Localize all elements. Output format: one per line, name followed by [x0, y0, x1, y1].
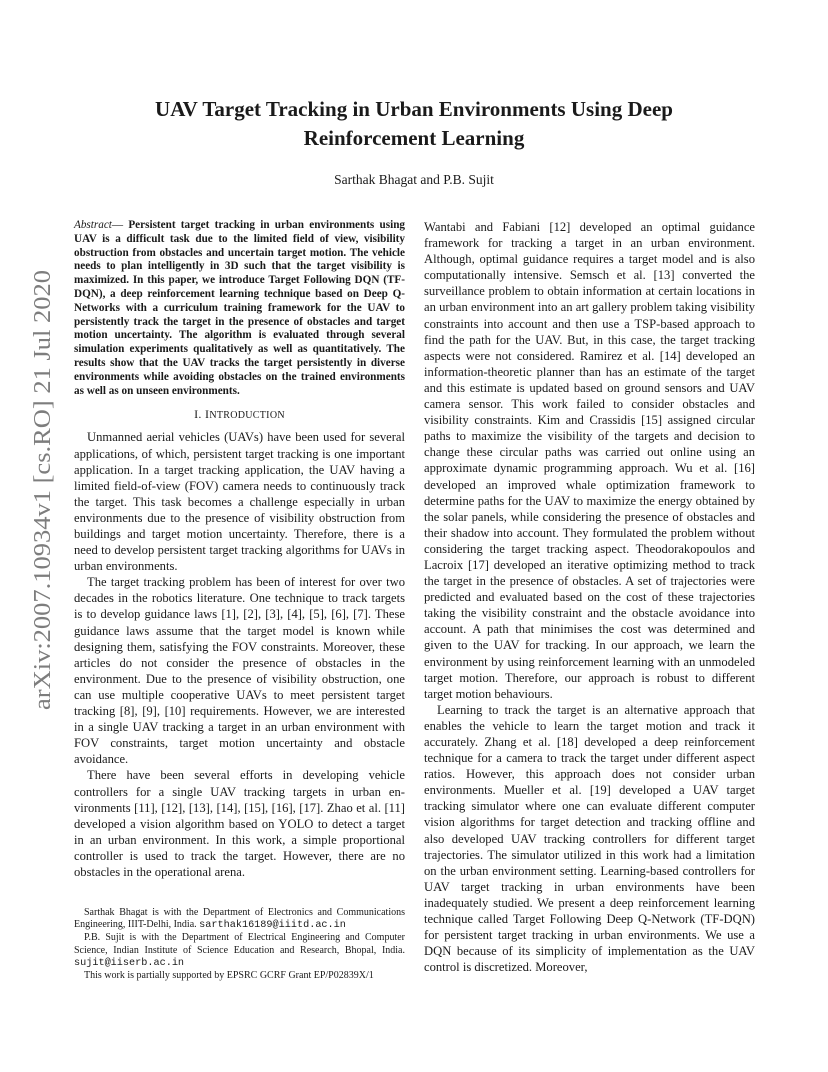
- body-paragraph: Unmanned aerial vehicles (UAVs) have been used for several applications, of which, persistent target tracking is one important application. In a target tracking application, the UAV having a limited field-of-view (FOV) camera needs to continuously track the target. This task becomes a challenge especially in urban environments due to the presence of visibility obstruction from buildings and target motion uncertainty. Therefore, there is a need to develop persistent target tracking algorithms for UAVs in urban environments.: [74, 430, 405, 574]
- section-title-initial: I: [205, 407, 210, 422]
- body-paragraph: There have been several efforts in developing vehicle controllers for a single UAV tracking targets in urban environments [11], [12], [13], [14], [15], [16], [17]. Zhao et al. [11] developed a vision algorithm based on YOLO to detect a target in an urban environment. In this work, a simple proportional controller is used to track the target. However, there are no obstacles in the operational arena.: [74, 768, 405, 879]
- abstract: [74, 219, 405, 398]
- footnote-2-text: P.B. Sujit is with the Department of Electrical Engineering and Computer Science, Indian Institute of Science Education and Research, Bhopal, India.: [74, 932, 405, 956]
- section-heading: [74, 406, 405, 424]
- body-paragraph: Wantabi and Fabiani [12] developed an optimal guidance framework for tracking a target in an urban environment. Although, optimal guidance requires a target model and is also computationally intensive. Semsch et al. [13] converted the surveillance problem to obtain information at certain locations in an urban environment into an art gallery problem taking visibility constraints into account and then use a TSP-based approach to find the path for the UAV. But, in this case, the target tracking aspects were not considered. Ramirez et al. [14] developed an information-theoretic planner than has an estimate of the target and this estimate is updated based on ground sensors and UAV camera sensor. This work failed to consider obstacles and visibility constraints. Kim and Crassidis [15] assigned circular paths to maximize the visibility of the targets and decision to change these circular paths was carried out online using an approximate dynamic programming approach. Wu et al. [16] developed an improved whale optimization framework to determine paths for the UAV to maximize the energy obtained by the solar panels, while considering the presence of obstacles and their shadow into account. They formulated the problem without considering the target tracking aspect. Theodorakopoulos and Lacroix [17] developed an iterative optimizing method to track the target in the presence of obstacles. A set of trajectories were predicted and evaluated based on the cost of these trajectories taking the visibility constraint and the obstacle avoidance into account. A path that minimises the cost was determined and given to the UAV for tracking. In our approach, we learn the environment by using reinforcement learning with an unmodeled target motion. Therefore, our approach is robust to different target motion behaviours.: [424, 220, 755, 701]
- footnote-author-2: [74, 932, 405, 970]
- footnote-1-email: sarthak16189@iiitd.ac.in: [199, 920, 346, 932]
- abstract-text: Persistent target tracking in urban environments using UAV is a difficult task due to the limited field of view, visibility obstruction from obstacles and uncertain target motion. The vehicle needs to plan intelligently in 3D such that the target visibility is maximized. In this paper, we introduce Target Following DQN (TF-DQN), a deep reinforcement learning technique based on Deep Q-Networks with a curriculum training framework for the UAV to persistently track the target in the presence of obstacles and target motion uncertainty. The algorithm is evaluated through several simulation experiments qualitatively as well as quantitatively. The results show that the UAV tracks the target persistently in diverse environments while avoiding obstacles on the trained environments as well as on unseen environments.: [74, 219, 406, 397]
- body-paragraph: The target tracking problem has been of interest for over two decades in the robotics literature. One technique to track targets is to develop guidance laws [1], [2], [3], [4], [5], [6], [7]. These guidance laws assume that the target model is known while designing them, satisfying the FOV constraints. Moreover, these articles do not consider the presence of obstacles in the environment. Due to the presence of visibility obstruction, one can use multiple cooperative UAVs to meet persistent target tracking [8], [9], [10] requirements. However, we are interested in a single UAV tracking a target in an urban environment with FOV constraints, target motion uncertainty and obstacle avoidance.: [74, 575, 405, 767]
- arxiv-identifier-text: arXiv:2007.10934v1 [cs.RO] 21 Jul 2020: [30, 311, 56, 710]
- footnotes: [74, 907, 405, 982]
- left-column: [74, 219, 405, 880]
- arxiv-identifier: [10, 270, 62, 710]
- section-title-rest: NTRODUCTION: [209, 410, 285, 422]
- paper-title: UAV Target Tracking in Urban Environments Using Deep Reinforcement Learning: [155, 97, 673, 150]
- body-paragraph: Learning to track the target is an alternative approach that enables the vehicle to learn the target motion and track it accurately. Zhang et al. [18] developed a deep reinforcement technique for a camera to track the target under different aspect ratios. However, this approach does not consider urban environments. Mueller et al. [19] developed a UAV target tracking simulator where one can evaluate different computer vision algorithms for target detection and tracking offline and also developed UAV tracking controllers for different target trajectories. The simulator utilized in this work had a limitation on the urban environment setting. Learning-based controllers for UAV target tracking in urban environments have been inadequately studied. We present a deep reinforcement learning technique called Target Following Deep Q-Network (TF-DQN) for persistent target tracking in urban environments. We use a DQN because of its simplicity of implementation as the UAV control is discretized. Moreover,: [424, 702, 755, 975]
- footnote-funding: This work is partially supported by EPSRC GCRF Grant EP/P02839X/1: [84, 970, 374, 982]
- section-number: I.: [194, 407, 202, 422]
- author-line: Sarthak Bhagat and P.B. Sujit: [334, 172, 494, 187]
- footnote-2-email: sujit@iiserb.ac.in: [74, 957, 185, 969]
- abstract-label: Abstract: [74, 219, 112, 231]
- footnote-1-text: Sarthak Bhagat is with the Department of Electronics and Communications Engineering, IIIT-Delhi, India.: [74, 907, 405, 931]
- right-column: [424, 219, 755, 975]
- abstract-dash: —: [111, 219, 129, 231]
- footnote-author-1: [74, 907, 405, 932]
